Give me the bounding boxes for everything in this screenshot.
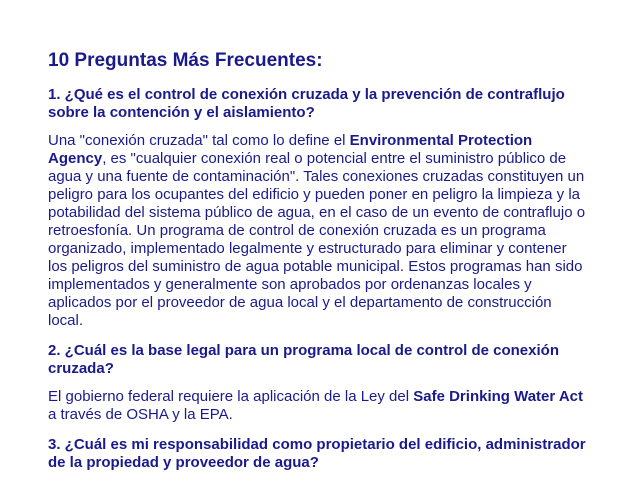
answer-text: Una "conexión cruzada" tal como lo define el [48, 132, 350, 149]
answer-text: El gobierno federal requiere la aplicación de la Ley del [48, 388, 414, 405]
answer-emphasis: Safe Drinking Water Act [413, 388, 584, 405]
faq-question-1: 1. ¿Qué es el control de conexión cruzada y la prevención de contraflujo sobre la contención y el aislamiento? [48, 86, 565, 121]
faq-question-2: 2. ¿Cuál es la base legal para un programa local de control de conexión cruzada? [48, 342, 559, 377]
page-title: 10 Preguntas Más Frecuentes: [48, 50, 323, 71]
document-page [48, 50, 588, 482]
answer-text: , es "cualquier conexión real o potencial entre el suministro público de agua y una fuente de contaminación". Tales conexiones cruzadas constituyen un peligro para los ocupantes del edificio y pueden poner en peligro la limpieza y la potabilidad del sistema público de agua, en el caso de un evento de contraflujo o retroesfonía. Un programa de control de conexión cruzada es un programa organizado, implementado legalmente y estructurado para eliminar y contener los peligros del suministro de agua potable municipal. Estos programas han sido implementados y generalmente son aprobados por ordenanzas locales y aplicados por el proveedor de agua local y el departamento de construcción local. [48, 150, 586, 329]
answer-emphasis: Environmental Protection Agency [48, 132, 533, 167]
faq-answer-2 [48, 388, 588, 424]
faq-answer-1 [48, 132, 588, 330]
answer-text: a través de OSHA y la EPA. [48, 406, 233, 423]
faq-question-3: 3. ¿Cuál es mi responsabilidad como propietario del edificio, administrador de la propiedad y proveedor de agua? [48, 436, 586, 471]
